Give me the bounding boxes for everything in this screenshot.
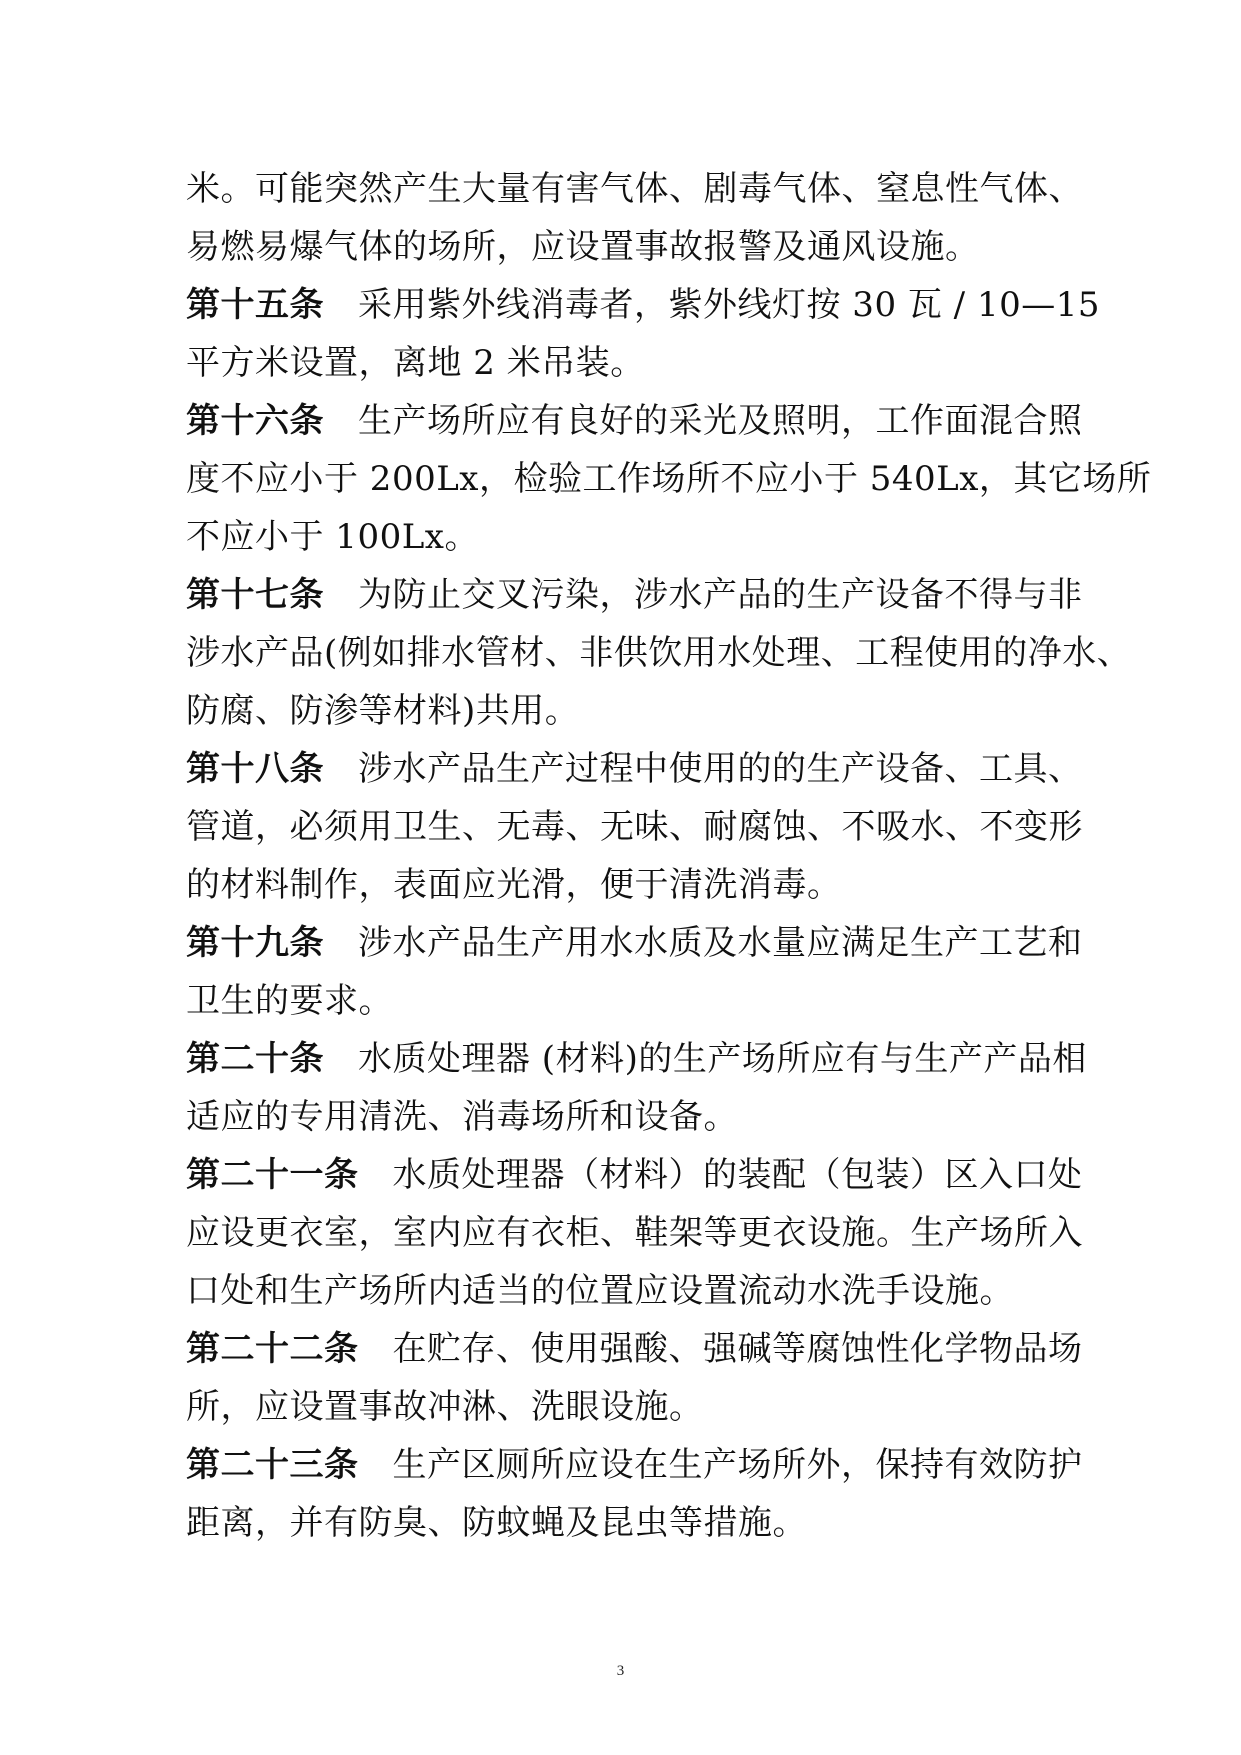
line-text: 的材料制作，表面应光滑，便于清洗消毒。 xyxy=(186,865,842,905)
line-text: 水质处理器 (材料)的生产场所应有与生产产品相 xyxy=(358,1039,1087,1079)
line-text: 距离，并有防臭、防蚊蝇及昆虫等措施。 xyxy=(186,1503,807,1543)
article-line xyxy=(186,1146,1083,1204)
article-number: 第十七条 xyxy=(186,575,324,615)
text-line xyxy=(186,682,1066,740)
text-line xyxy=(186,798,1083,856)
line-text: 不应小于 100Lx。 xyxy=(186,517,479,557)
text-line xyxy=(186,1262,1066,1320)
line-text: 易燃易爆气体的场所，应设置事故报警及通风设施。 xyxy=(186,227,980,267)
line-text: 口处和生产场所内适当的位置应设置流动水洗手设施。 xyxy=(186,1271,1014,1311)
text-line xyxy=(186,1204,1083,1262)
text-line xyxy=(186,508,1066,566)
article-line xyxy=(186,276,1100,334)
line-text: 平方米设置，离地 2 米吊装。 xyxy=(186,343,645,383)
article-line xyxy=(186,1436,1083,1494)
line-text: 适应的专用清洗、消毒场所和设备。 xyxy=(186,1097,738,1137)
text-line xyxy=(186,624,1132,682)
line-text: 所，应设置事故冲淋、洗眼设施。 xyxy=(186,1387,704,1427)
text-line xyxy=(186,1494,1066,1552)
article-number: 第二十一条 xyxy=(186,1155,359,1195)
line-text: 生产区厕所应设在生产场所外，保持有效防护 xyxy=(392,1445,1083,1485)
article-number: 第十五条 xyxy=(186,285,324,325)
line-text: 防腐、防渗等材料)共用。 xyxy=(186,691,580,731)
article-number: 第十六条 xyxy=(186,401,324,441)
line-text: 采用紫外线消毒者，紫外线灯按 30 瓦 / 10—15 xyxy=(358,285,1100,325)
line-text: 在贮存、使用强酸、强碱等腐蚀性化学物品场 xyxy=(392,1329,1083,1369)
article-number: 第二十条 xyxy=(186,1039,324,1079)
line-text: 生产场所应有良好的采光及照明，工作面混合照 xyxy=(358,401,1083,441)
article-line xyxy=(186,914,1083,972)
text-line xyxy=(186,218,1066,276)
line-text: 为防止交叉污染，涉水产品的生产设备不得与非 xyxy=(358,575,1083,615)
line-text: 应设更衣室，室内应有衣柜、鞋架等更衣设施。生产场所入 xyxy=(186,1213,1083,1253)
text-line xyxy=(186,450,1152,508)
text-line xyxy=(186,972,1066,1030)
article-number: 第十九条 xyxy=(186,923,324,963)
document-body xyxy=(186,160,1152,1552)
article-line xyxy=(186,566,1083,624)
line-text: 管道，必须用卫生、无毒、无味、耐腐蚀、不吸水、不变形 xyxy=(186,807,1083,847)
article-line xyxy=(186,1030,1087,1088)
article-number: 第十八条 xyxy=(186,749,324,789)
line-text: 水质处理器（材料）的装配（包装）区入口处 xyxy=(392,1155,1083,1195)
text-line xyxy=(186,1378,1066,1436)
line-text: 涉水产品(例如排水管材、非供饮用水处理、工程使用的净水、 xyxy=(186,633,1132,673)
article-number: 第二十二条 xyxy=(186,1329,359,1369)
line-text: 卫生的要求。 xyxy=(186,981,393,1021)
text-line xyxy=(186,160,1083,218)
text-line xyxy=(186,334,1066,392)
line-text: 度不应小于 200Lx，检验工作场所不应小于 540Lx，其它场所 xyxy=(186,459,1152,499)
article-number: 第二十三条 xyxy=(186,1445,359,1485)
text-line xyxy=(186,1088,1066,1146)
article-line xyxy=(186,1320,1083,1378)
article-line xyxy=(186,392,1083,450)
line-text: 涉水产品生产过程中使用的的生产设备、工具、 xyxy=(358,749,1083,789)
page-number: 3 xyxy=(616,1663,625,1679)
text-line xyxy=(186,856,1066,914)
line-text: 米。可能突然产生大量有害气体、剧毒气体、窒息性气体、 xyxy=(186,169,1083,209)
line-text: 涉水产品生产用水水质及水量应满足生产工艺和 xyxy=(358,923,1083,963)
article-line xyxy=(186,740,1083,798)
